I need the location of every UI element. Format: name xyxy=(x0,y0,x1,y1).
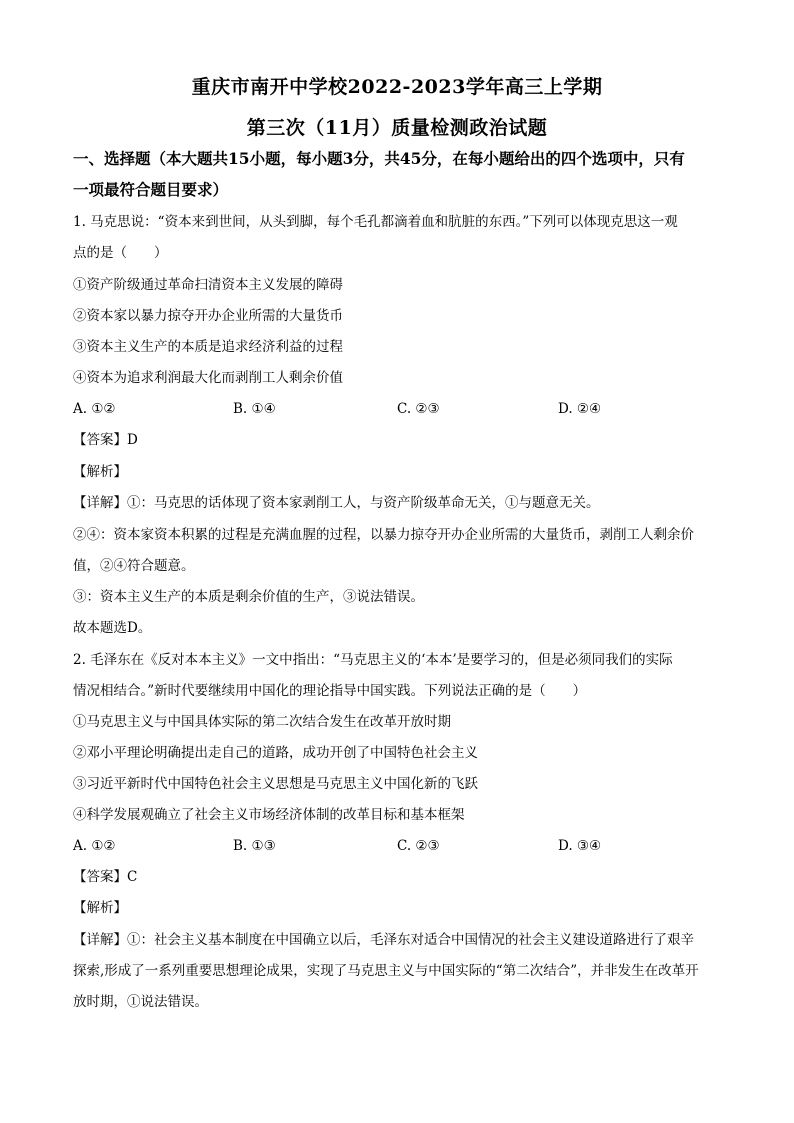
q2-answer: 【答案】C xyxy=(73,869,138,885)
q1-stem-line1: 1. 马克思说：“资本来到世间，从头到脚，每个毛孔都滴着血和肮脏的东西。”下列可以体现克思这一观 xyxy=(73,214,678,230)
q2-detail-line: 放时期，①说法错误。 xyxy=(73,994,208,1010)
q2-option-c: C. ②③ xyxy=(397,838,440,854)
q1-answer: 【答案】D xyxy=(73,432,138,448)
q2-detail-line: 【详解】①：社会主义基本制度在中国确立以后，毛泽东对适合中国情况的社会主义建设道路进行了艰辛 xyxy=(73,932,694,948)
q1-item: ③资本主义生产的本质是追求经济利益的过程 xyxy=(73,339,343,355)
q2-option-a: A. ①② xyxy=(73,838,116,854)
document-title-line2: 第三次（11月）质量检测政治试题 xyxy=(246,117,548,139)
q2-analysis-label: 【解析】 xyxy=(73,900,127,916)
q1-detail-line: 【详解】①：马克思的话体现了资本家剥削工人，与资产阶级革命无关，①与题意无关。 xyxy=(73,495,600,511)
q2-option-b: B. ①③ xyxy=(233,838,276,854)
q2-item: ③习近平新时代中国特色社会主义思想是马克思主义中国化新的飞跃 xyxy=(73,776,478,792)
q2-item: ②邓小平理论明确提出走自己的道路，成功开创了中国特色社会主义 xyxy=(73,745,478,761)
q1-option-d: D. ②④ xyxy=(558,401,602,417)
q1-detail-line: ③：资本主义生产的本质是剩余价值的生产，③说法错误。 xyxy=(73,589,424,605)
q2-stem-line2: 情况相结合。”新时代要继续用中国化的理论指导中国实践。下列说法正确的是（ ） xyxy=(73,683,587,699)
q1-option-a: A. ①② xyxy=(73,401,116,417)
q2-option-d: D. ③④ xyxy=(558,838,602,854)
q2-detail-line: 探索,形成了一系列重要思想理论成果，实现了马克思主义与中国实际的“第二次结合”，并非发生在改革开 xyxy=(73,963,699,979)
q1-analysis-label: 【解析】 xyxy=(73,464,127,480)
q1-detail-line: 值，②④符合题意。 xyxy=(73,558,195,574)
section-heading-line1: 一、选择题（本大题共15小题，每小题3分，共45分，在每小题给出的四个选项中，只有 xyxy=(73,149,685,168)
q1-item: ④资本为追求利润最大化而剥削工人剩余价值 xyxy=(73,370,343,386)
q2-item: ①马克思主义与中国具体实际的第二次结合发生在改革开放时期 xyxy=(73,714,451,730)
q1-detail-line: ②④：资本家资本积累的过程是充满血腥的过程，以暴力掠夺开办企业所需的大量货币，剥削工人剩余价 xyxy=(73,527,694,543)
q1-item: ②资本家以暴力掠夺开办企业所需的大量货币 xyxy=(73,308,343,324)
q1-item: ①资产阶级通过革命扫清资本主义发展的障碍 xyxy=(73,277,343,293)
document-title-line1: 重庆市南开中学校2022-2023学年高三上学期 xyxy=(191,76,603,98)
section-heading-line2: 一项最符合题目要求） xyxy=(73,180,229,199)
q1-detail-line: 故本题选D。 xyxy=(73,620,152,636)
q2-stem-line1: 2. 毛泽东在《反对本本主义》一文中指出：“马克思主义的‘本本’是要学习的，但是必须同我们的实际 xyxy=(73,652,673,668)
q1-option-c: C. ②③ xyxy=(397,401,440,417)
q1-stem-line2: 点的是（ ） xyxy=(73,245,168,261)
q2-item: ④科学发展观确立了社会主义市场经济体制的改革目标和基本框架 xyxy=(73,807,465,823)
q1-option-b: B. ①④ xyxy=(233,401,276,417)
